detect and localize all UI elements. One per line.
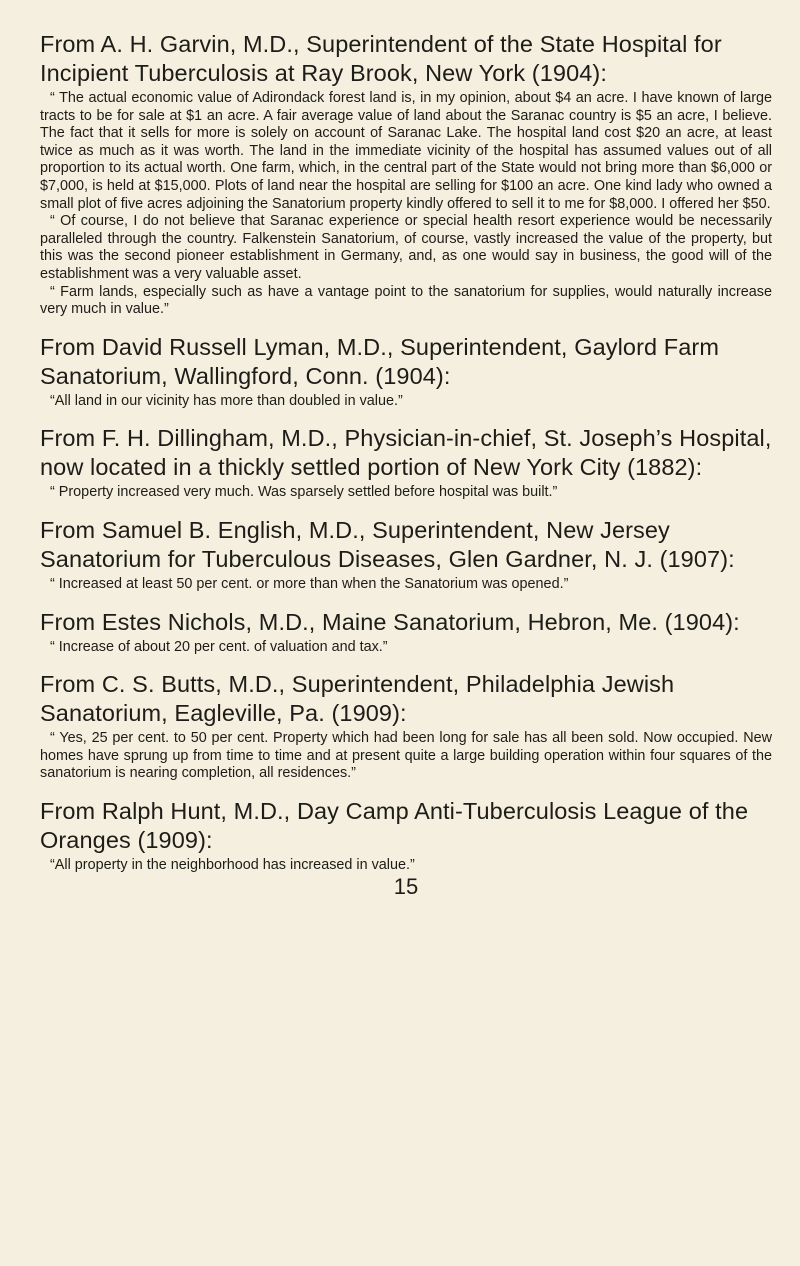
section-heading: From Ralph Hunt, M.D., Day Camp Anti-Tuberculosis League of the Oranges (1909): [40,797,749,853]
section-heading: From Estes Nichols, M.D., Maine Sanatorium, Hebron, Me. (1904): [40,608,740,635]
section-heading: From David Russell Lyman, M.D., Superintendent, Gaylord Farm Sanatorium, Wallingford, Conn. (1904): [40,333,720,389]
section-heading: From F. H. Dillingham, M.D., Physician-in-chief, St. Joseph’s Hospital, now located in a thickly settled portion of New York City (1882): [40,425,772,481]
quote-paragraph: “ Increase of about 20 per cent. of valuation and tax.” [50,638,388,655]
section-heading: From A. H. Garvin, M.D., Superintendent of the State Hospital for Incipient Tuberculosis at Ray Brook, New York (1904): [40,31,722,86]
section-hunt [40,797,772,875]
section-heading: From Samuel B. English, M.D., Superintendent, New Jersey Sanatorium for Tuberculous Diseases, Glen Gardner, N. J. (1907): [40,516,735,572]
quote-paragraph: “ Of course, I do not believe that Saranac experience or special health resort experience would be necessarily paralleled through the country. Falkenstein Sanatorium, of course, vastly increased the value of the property, but this was the second pioneer establishment in Germany, and, as one would say in business, the good will of the establishment was a very valuable asset. [40,213,772,282]
quote-paragraph: “ Farm lands, especially such as have a vantage point to the sanatorium for supplies, would naturally increase very much in value.” [40,283,772,318]
section-english [40,516,772,594]
quote-paragraph: “ Yes, 25 per cent. to 50 per cent. Property which had been long for sale has all been sold. Now occupied. New homes have sprung up from time to time and at present quite a large building operation within four squares of the sanatorium is nearing completion, all residences.” [40,730,772,782]
document-page [40,30,772,900]
section-nichols [40,608,772,657]
section-butts [40,670,772,783]
page-number: 15 [393,874,419,900]
section-dillingham [40,424,772,502]
quote-paragraph: “ The actual economic value of Adirondack forest land is, in my opinion, about $4 an acre. I have known of large tracts to be for sale at $1 an acre. A fair average value of land about the Saranac country is $5 an acre, I believe. The fact that it sells for more is solely on account of Saranac Lake. The hospital land cost $20 an acre, at least twice as much as it was worth. The land in the immediate vicinity of the hospital has assumed values out of all proportion to its actual worth. One farm, which, in the central part of the State would not bring more than $6,000 or $7,000, is held at $15,000. Plots of land near the hospital are selling for $100 an acre. One kind lady who owned a small plot of five acres adjoining the Sanatorium property kindly offered to sell it to me for $8,000. I offered her $50. [40,90,772,212]
quote-paragraph: “ Property increased very much. Was sparsely settled before hospital was built.” [50,484,558,501]
quote-paragraph: “All property in the neighborhood has increased in value.” [50,856,415,873]
quote-paragraph: “ Increased at least 50 per cent. or more than when the Sanatorium was opened.” [50,575,569,592]
quote-paragraph: “All land in our vicinity has more than doubled in value.” [50,392,403,409]
section-heading: From C. S. Butts, M.D., Superintendent, Philadelphia Jewish Sanatorium, Eagleville, Pa. (1909): [40,671,675,727]
section-lyman [40,333,772,411]
section-garvin [40,30,772,319]
